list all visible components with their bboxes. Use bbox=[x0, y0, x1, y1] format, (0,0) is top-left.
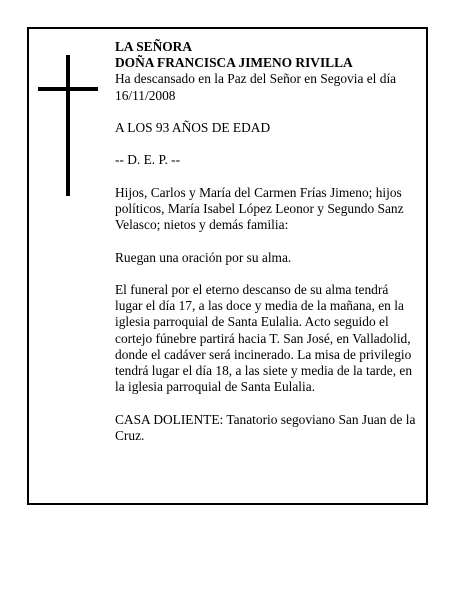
rip-line: -- D. E. P. -- bbox=[115, 152, 181, 168]
honorific: LA SEÑORA bbox=[115, 39, 193, 54]
family-paragraph: Hijos, Carlos y María del Carmen Frías Jimeno; hijos políticos, María Isabel López Leonor y Segundo Sanz Velasco; nietos y demás familia: bbox=[115, 184, 404, 233]
cross-icon-horizontal bbox=[38, 87, 98, 91]
rest-line: Ha descansado en la Paz del Señor en Segovia el día 16/11/2008 bbox=[115, 71, 397, 103]
obituary-text bbox=[115, 39, 417, 444]
deceased-name: DOÑA FRANCISCA JIMENO RIVILLA bbox=[115, 55, 353, 71]
name-block bbox=[115, 39, 417, 71]
cross-icon-vertical bbox=[66, 55, 70, 196]
funeral-paragraph: El funeral por el eterno descanso de su alma tendrá lugar el día 17, a las doce y media de la mañana, en la iglesia parroquial de Santa Eulalia. Acto seguido el cortejo fúnebre partirá hacia T. San José, en Valladolid, donde el cadáver será incinerado. La misa de privilegio tendrá lugar el día 18, a las siete y media de la tarde, en la iglesia parroquial de Santa Eulalia. bbox=[115, 281, 413, 395]
house-line: CASA DOLIENTE: Tanatorio segoviano San Juan de la Cruz. bbox=[115, 411, 416, 443]
prayer-line: Ruegan una oración por su alma. bbox=[115, 249, 292, 265]
age-line: A LOS 93 AÑOS DE EDAD bbox=[115, 120, 271, 135]
